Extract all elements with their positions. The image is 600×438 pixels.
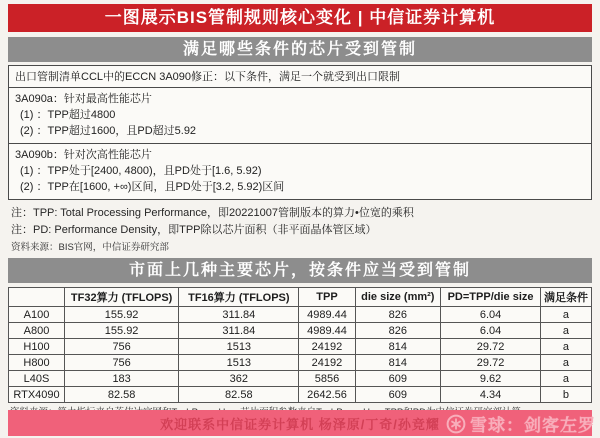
note-pd: 注：PD: Performance Density，即TPP除以芯片面积（非平面晶体管区域）	[11, 224, 377, 236]
cell: 756	[65, 339, 179, 355]
note-tpp: 注：TPP: Total Processing Performance，即20221007管制版本的算力•位宽的乘积	[11, 207, 414, 219]
rule-3a090a-item2: (2) ：TPP超过1600，且PD超过5.92	[20, 125, 197, 137]
cell: 29.72	[441, 355, 541, 371]
cell: 609	[355, 387, 441, 403]
cell: H800	[9, 355, 65, 371]
table-header-row	[9, 288, 592, 307]
snowball-logo-icon	[446, 414, 466, 434]
cell: 826	[355, 307, 441, 323]
watermark-text: 雪球：剑客左罗	[470, 416, 596, 435]
rule-3a090b-item1: (1) ：TPP处于[2400, 4800)，且PD处于[1.6, 5.92)	[20, 165, 262, 177]
rule-3a090a-heading: 3A090a：针对最高性能芯片	[15, 93, 152, 105]
cell: 311.84	[179, 307, 299, 323]
table-row-a800	[9, 323, 592, 339]
cell: 756	[65, 355, 179, 371]
cell: 29.72	[441, 339, 541, 355]
cell: 5856	[299, 371, 355, 387]
table-row-h100	[9, 339, 592, 355]
cell: b	[540, 387, 591, 403]
cell: 24192	[299, 339, 355, 355]
table-row-l40s	[9, 371, 592, 387]
header-chip	[9, 288, 65, 307]
cell: 155.92	[65, 323, 179, 339]
cell: RTX4090	[9, 387, 65, 403]
rule-group-3a090a	[9, 88, 591, 144]
notes-block	[8, 200, 592, 254]
rule-group-3a090b	[9, 144, 591, 199]
header-tpp: TPP	[299, 288, 355, 307]
rule-3a090a-item1: (1) ：TPP超过4800	[20, 109, 116, 121]
header-condition: 满足条件	[540, 288, 591, 307]
cell: a	[540, 355, 591, 371]
source-line-1: 资料来源：BIS官网，中信证券研究部	[11, 242, 169, 253]
cell: 814	[355, 355, 441, 371]
table-row-a100	[9, 307, 592, 323]
cell: 1513	[179, 355, 299, 371]
footer-contact-text: 欢迎联系中信证券计算机 杨泽原/丁奇/孙竞耀	[160, 416, 440, 432]
regulation-rules-box	[8, 65, 592, 200]
chip-comparison-table	[8, 287, 592, 403]
rule-3a090b-heading: 3A090b：针对次高性能芯片	[15, 149, 152, 161]
cell: 9.62	[441, 371, 541, 387]
cell: 183	[65, 371, 179, 387]
section1-banner-label: 满足哪些条件的芯片受到管制	[182, 41, 417, 58]
table-row-rtx4090	[9, 387, 592, 403]
cell: 4989.44	[299, 323, 355, 339]
cell: 6.04	[441, 323, 541, 339]
cell: A800	[9, 323, 65, 339]
cell: 311.84	[179, 323, 299, 339]
cell: a	[540, 323, 591, 339]
cell: 4989.44	[299, 307, 355, 323]
cell: 814	[355, 339, 441, 355]
cell: a	[540, 339, 591, 355]
cell: a	[540, 307, 591, 323]
cell: a	[540, 371, 591, 387]
cell: A100	[9, 307, 65, 323]
header-die-size: die size (mm²)	[355, 288, 441, 307]
header-tf32: TF32算力 (TFLOPS)	[65, 288, 179, 307]
cell: 2642.56	[299, 387, 355, 403]
section2-banner	[8, 258, 592, 283]
header-pd: PD=TPP/die size	[441, 288, 541, 307]
cell: 82.58	[65, 387, 179, 403]
section2-banner-label: 市面上几种主要芯片，按条件应当受到管制	[128, 262, 471, 279]
xueqiu-watermark	[446, 411, 596, 436]
cell: 6.04	[441, 307, 541, 323]
table-row-h800	[9, 355, 592, 371]
cell: 1513	[179, 339, 299, 355]
cell: 155.92	[65, 307, 179, 323]
cell: 24192	[299, 355, 355, 371]
cell: L40S	[9, 371, 65, 387]
section1-banner	[8, 37, 592, 62]
header-tf16: TF16算力 (TFLOPS)	[179, 288, 299, 307]
cell: 82.58	[179, 387, 299, 403]
cell: 4.34	[441, 387, 541, 403]
main-title-banner	[8, 4, 592, 32]
page-title: 一图展示BIS管制规则核心变化 | 中信证券计算机	[104, 8, 496, 27]
cell: 609	[355, 371, 441, 387]
rule-3a090b-item2: (2) ：TPP在[1600, +∞)区间，且PD处于[3.2, 5.92)区间	[20, 181, 285, 193]
cell: 362	[179, 371, 299, 387]
cell: 826	[355, 323, 441, 339]
eccn-intro-line: 出口管制清单CCL中的ECCN 3A090修正：以下条件，满足一个就受到出口限制	[9, 66, 591, 88]
cell: H100	[9, 339, 65, 355]
